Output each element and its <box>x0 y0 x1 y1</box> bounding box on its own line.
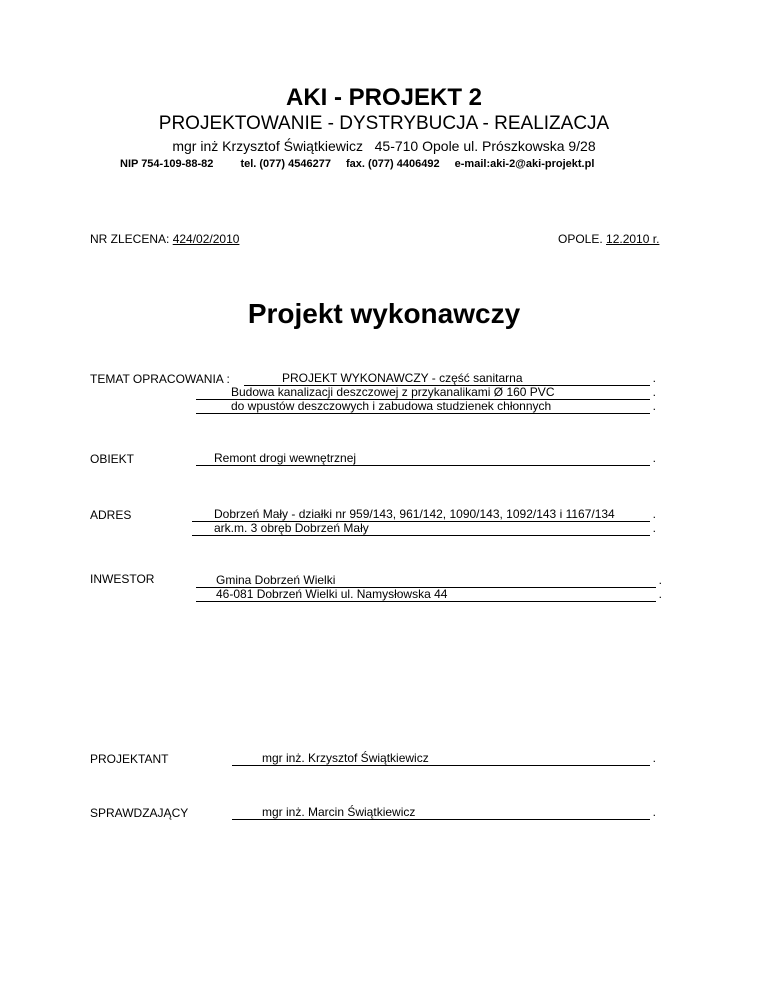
temat-label: TEMAT OPRACOWANIA : <box>90 372 230 386</box>
inwestor-line-1: Gmina Dobrzeń Wielki . <box>196 574 656 588</box>
company-tagline: PROJEKTOWANIE - DYSTRYBUCJA - REALIZACJA <box>158 113 610 134</box>
projektant-label: PROJEKTANT <box>90 752 169 766</box>
email: e-mail:aki-2@aki-projekt.pl <box>454 158 595 170</box>
temat-line-2: Budowa kanalizacji deszczowej z przykanalikami Ø 160 PVC . <box>196 386 650 400</box>
order-date-block <box>558 232 659 246</box>
company-contact <box>120 158 594 170</box>
inwestor-label: INWESTOR <box>90 572 155 586</box>
document-title: Projekt wykonawczy <box>247 298 521 329</box>
fax: fax. (077) 4406492 <box>346 158 440 170</box>
temat-line-3: do wpustów deszczowych i zabudowa studzienek chłonnych . <box>196 400 650 414</box>
nip-number: NIP 754-109-88-82 <box>120 158 214 170</box>
inwestor-line-2: 46-081 Dobrzeń Wielki ul. Namysłowska 44 . <box>196 588 656 602</box>
sprawdzajacy-label: SPRAWDZAJĄCY <box>90 806 189 820</box>
company-name: AKI - PROJEKT 2 <box>285 84 483 111</box>
sprawdzajacy-line: mgr inż. Marcin Świątkiewicz . <box>232 806 650 820</box>
obiekt-label: OBIEKT <box>90 452 135 466</box>
temat-line-1: PROJEKT WYKONAWCZY - część sanitarna . <box>244 372 650 386</box>
order-number-value: 424/02/2010 <box>172 232 240 246</box>
projektant-line: mgr inż. Krzysztof Świątkiewicz . <box>232 752 650 766</box>
adres-line-1: Dobrzeń Mały - działki nr 959/143, 961/142, 1090/143, 1092/143 i 1167/134 . <box>192 508 650 522</box>
adres-label: ADRES <box>90 508 132 522</box>
order-place: OPOLE. <box>558 232 603 246</box>
adres-line-2: ark.m. 3 obręb Dobrzeń Mały . <box>192 522 650 536</box>
order-number-label: NR ZLECENA: <box>90 232 170 246</box>
order-number-block <box>90 232 239 246</box>
company-owner-address: mgr inż Krzysztof Świątkiewicz 45-710 Opole ul. Prószkowska 9/28 <box>172 138 596 154</box>
obiekt-line: Remont drogi wewnętrznej . <box>196 452 650 466</box>
order-date: 12.2010 r. <box>606 232 660 246</box>
telephone: tel. (077) 4546277 <box>240 158 331 170</box>
